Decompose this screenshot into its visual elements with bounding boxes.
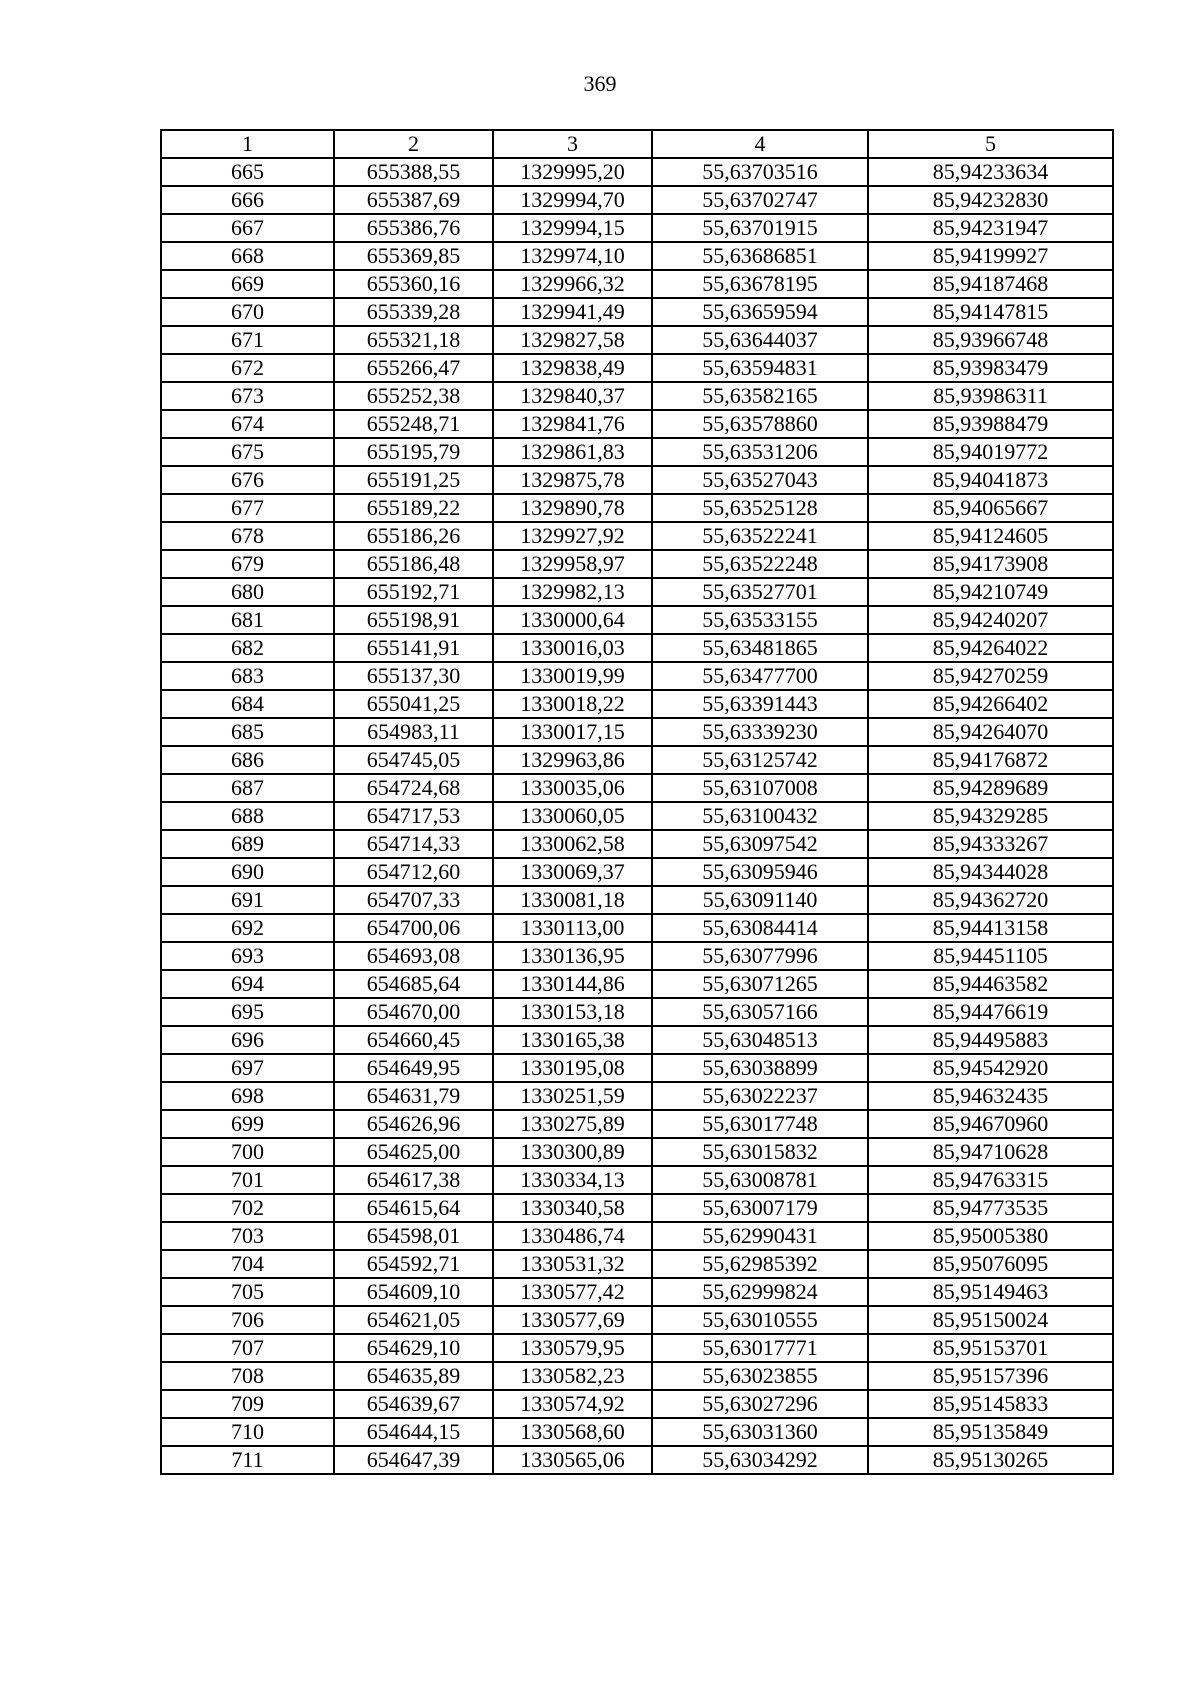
latitude-cell: 55,63034292 [652,1446,868,1474]
latitude-cell: 55,63015832 [652,1138,868,1166]
longitude-cell: 85,94187468 [868,270,1113,298]
x-coordinate-cell: 654609,10 [334,1278,493,1306]
y-coordinate-cell: 1329875,78 [493,466,652,494]
x-coordinate-cell: 655266,47 [334,354,493,382]
point-number-cell: 678 [161,522,334,550]
x-coordinate-cell: 655141,91 [334,634,493,662]
table-row [161,634,1113,662]
x-coordinate-cell: 655369,85 [334,242,493,270]
coordinates-table [160,129,1114,1475]
table-row [161,1306,1113,1334]
y-coordinate-cell: 1330113,00 [493,914,652,942]
x-coordinate-cell: 655198,91 [334,606,493,634]
longitude-cell: 85,94199927 [868,242,1113,270]
table-row [161,466,1113,494]
x-coordinate-cell: 654685,64 [334,970,493,998]
point-number-cell: 698 [161,1082,334,1110]
table-row [161,1418,1113,1446]
point-number-cell: 686 [161,746,334,774]
point-number-cell: 694 [161,970,334,998]
x-coordinate-cell: 654626,96 [334,1110,493,1138]
latitude-cell: 55,63527701 [652,578,868,606]
point-number-cell: 677 [161,494,334,522]
point-number-cell: 667 [161,214,334,242]
point-number-cell: 669 [161,270,334,298]
table-header [161,130,1113,158]
longitude-cell: 85,95145833 [868,1390,1113,1418]
y-coordinate-cell: 1329838,49 [493,354,652,382]
latitude-cell: 55,63007179 [652,1194,868,1222]
point-number-cell: 672 [161,354,334,382]
x-coordinate-cell: 655137,30 [334,662,493,690]
longitude-cell: 85,94173908 [868,550,1113,578]
latitude-cell: 55,63095946 [652,858,868,886]
column-header-2: 2 [334,130,493,158]
latitude-cell: 55,63644037 [652,326,868,354]
x-coordinate-cell: 655191,25 [334,466,493,494]
longitude-cell: 85,94495883 [868,1026,1113,1054]
x-coordinate-cell: 654700,06 [334,914,493,942]
y-coordinate-cell: 1329982,13 [493,578,652,606]
x-coordinate-cell: 654714,33 [334,830,493,858]
table-row [161,690,1113,718]
y-coordinate-cell: 1330069,37 [493,858,652,886]
table-row [161,970,1113,998]
latitude-cell: 55,63038899 [652,1054,868,1082]
x-coordinate-cell: 654649,95 [334,1054,493,1082]
latitude-cell: 55,63522241 [652,522,868,550]
longitude-cell: 85,94240207 [868,606,1113,634]
table-row [161,998,1113,1026]
longitude-cell: 85,94019772 [868,438,1113,466]
y-coordinate-cell: 1329927,92 [493,522,652,550]
x-coordinate-cell: 654621,05 [334,1306,493,1334]
point-number-cell: 695 [161,998,334,1026]
y-coordinate-cell: 1330340,58 [493,1194,652,1222]
point-number-cell: 670 [161,298,334,326]
x-coordinate-cell: 654983,11 [334,718,493,746]
longitude-cell: 85,94632435 [868,1082,1113,1110]
longitude-cell: 85,94176872 [868,746,1113,774]
latitude-cell: 55,63578860 [652,410,868,438]
latitude-cell: 55,63097542 [652,830,868,858]
point-number-cell: 676 [161,466,334,494]
y-coordinate-cell: 1329994,70 [493,186,652,214]
x-coordinate-cell: 655186,48 [334,550,493,578]
y-coordinate-cell: 1330565,06 [493,1446,652,1474]
latitude-cell: 55,63701915 [652,214,868,242]
y-coordinate-cell: 1330035,06 [493,774,652,802]
point-number-cell: 711 [161,1446,334,1474]
latitude-cell: 55,63531206 [652,438,868,466]
x-coordinate-cell: 654712,60 [334,858,493,886]
latitude-cell: 55,63339230 [652,718,868,746]
y-coordinate-cell: 1329841,76 [493,410,652,438]
longitude-cell: 85,94329285 [868,802,1113,830]
latitude-cell: 55,63031360 [652,1418,868,1446]
y-coordinate-cell: 1329958,97 [493,550,652,578]
page-number: 369 [583,71,617,96]
x-coordinate-cell: 655252,38 [334,382,493,410]
point-number-cell: 696 [161,1026,334,1054]
y-coordinate-cell: 1330577,42 [493,1278,652,1306]
table-row [161,214,1113,242]
x-coordinate-cell: 654635,89 [334,1362,493,1390]
longitude-cell: 85,95076095 [868,1250,1113,1278]
point-number-cell: 685 [161,718,334,746]
latitude-cell: 55,63077996 [652,942,868,970]
table-row [161,1110,1113,1138]
table-row [161,774,1113,802]
longitude-cell: 85,94476619 [868,998,1113,1026]
table-row [161,1194,1113,1222]
table-row [161,494,1113,522]
point-number-cell: 688 [161,802,334,830]
y-coordinate-cell: 1330334,13 [493,1166,652,1194]
point-number-cell: 680 [161,578,334,606]
latitude-cell: 55,63659594 [652,298,868,326]
longitude-cell: 85,94065667 [868,494,1113,522]
x-coordinate-cell: 655321,18 [334,326,493,354]
x-coordinate-cell: 655388,55 [334,158,493,186]
point-number-cell: 706 [161,1306,334,1334]
point-number-cell: 690 [161,858,334,886]
latitude-cell: 55,63027296 [652,1390,868,1418]
table-row [161,858,1113,886]
x-coordinate-cell: 654644,15 [334,1418,493,1446]
y-coordinate-cell: 1330300,89 [493,1138,652,1166]
column-header-5: 5 [868,130,1113,158]
table-row [161,270,1113,298]
x-coordinate-cell: 655192,71 [334,578,493,606]
table-row [161,802,1113,830]
point-number-cell: 708 [161,1362,334,1390]
longitude-cell: 85,95130265 [868,1446,1113,1474]
latitude-cell: 55,63391443 [652,690,868,718]
point-number-cell: 673 [161,382,334,410]
y-coordinate-cell: 1330017,15 [493,718,652,746]
y-coordinate-cell: 1329974,10 [493,242,652,270]
x-coordinate-cell: 654707,33 [334,886,493,914]
x-coordinate-cell: 654647,39 [334,1446,493,1474]
x-coordinate-cell: 654631,79 [334,1082,493,1110]
point-number-cell: 684 [161,690,334,718]
latitude-cell: 55,62985392 [652,1250,868,1278]
y-coordinate-cell: 1330153,18 [493,998,652,1026]
table-row [161,1250,1113,1278]
x-coordinate-cell: 654693,08 [334,942,493,970]
table-row [161,550,1113,578]
point-number-cell: 710 [161,1418,334,1446]
longitude-cell: 85,94231947 [868,214,1113,242]
x-coordinate-cell: 654598,01 [334,1222,493,1250]
table-row [161,326,1113,354]
latitude-cell: 55,63100432 [652,802,868,830]
latitude-cell: 55,63071265 [652,970,868,998]
latitude-cell: 55,63686851 [652,242,868,270]
point-number-cell: 700 [161,1138,334,1166]
latitude-cell: 55,63057166 [652,998,868,1026]
longitude-cell: 85,95150024 [868,1306,1113,1334]
table-row [161,942,1113,970]
x-coordinate-cell: 654615,64 [334,1194,493,1222]
longitude-cell: 85,94264022 [868,634,1113,662]
latitude-cell: 55,63594831 [652,354,868,382]
header-row [161,130,1113,158]
table-row [161,186,1113,214]
longitude-cell: 85,94710628 [868,1138,1113,1166]
latitude-cell: 55,63481865 [652,634,868,662]
longitude-cell: 85,94270259 [868,662,1113,690]
x-coordinate-cell: 654639,67 [334,1390,493,1418]
table-row [161,1278,1113,1306]
longitude-cell: 85,95005380 [868,1222,1113,1250]
x-coordinate-cell: 655360,16 [334,270,493,298]
x-coordinate-cell: 655195,79 [334,438,493,466]
y-coordinate-cell: 1330016,03 [493,634,652,662]
latitude-cell: 55,63048513 [652,1026,868,1054]
table-row [161,1390,1113,1418]
y-coordinate-cell: 1329966,32 [493,270,652,298]
longitude-cell: 85,93988479 [868,410,1113,438]
y-coordinate-cell: 1330579,95 [493,1334,652,1362]
table-row [161,242,1113,270]
table-row [161,382,1113,410]
longitude-cell: 85,95135849 [868,1418,1113,1446]
y-coordinate-cell: 1329890,78 [493,494,652,522]
longitude-cell: 85,94463582 [868,970,1113,998]
point-number-cell: 683 [161,662,334,690]
y-coordinate-cell: 1329941,49 [493,298,652,326]
point-number-cell: 665 [161,158,334,186]
latitude-cell: 55,62999824 [652,1278,868,1306]
table-row [161,522,1113,550]
point-number-cell: 679 [161,550,334,578]
x-coordinate-cell: 655387,69 [334,186,493,214]
table-row [161,1026,1113,1054]
table-row [161,1054,1113,1082]
y-coordinate-cell: 1330060,05 [493,802,652,830]
table-row [161,158,1113,186]
longitude-cell: 85,94147815 [868,298,1113,326]
point-number-cell: 671 [161,326,334,354]
longitude-cell: 85,94264070 [868,718,1113,746]
point-number-cell: 693 [161,942,334,970]
table-row [161,578,1113,606]
y-coordinate-cell: 1329840,37 [493,382,652,410]
y-coordinate-cell: 1330582,23 [493,1362,652,1390]
y-coordinate-cell: 1330574,92 [493,1390,652,1418]
latitude-cell: 55,63023855 [652,1362,868,1390]
table-row [161,886,1113,914]
longitude-cell: 85,94362720 [868,886,1113,914]
table-row [161,410,1113,438]
table-row [161,1362,1113,1390]
y-coordinate-cell: 1329827,58 [493,326,652,354]
x-coordinate-cell: 655386,76 [334,214,493,242]
column-header-3: 3 [493,130,652,158]
table-row [161,1166,1113,1194]
latitude-cell: 55,63125742 [652,746,868,774]
point-number-cell: 687 [161,774,334,802]
y-coordinate-cell: 1330568,60 [493,1418,652,1446]
latitude-cell: 55,63017748 [652,1110,868,1138]
x-coordinate-cell: 654745,05 [334,746,493,774]
point-number-cell: 704 [161,1250,334,1278]
longitude-cell: 85,93966748 [868,326,1113,354]
latitude-cell: 55,63522248 [652,550,868,578]
point-number-cell: 689 [161,830,334,858]
latitude-cell: 55,63702747 [652,186,868,214]
table-row [161,1446,1113,1474]
latitude-cell: 55,63533155 [652,606,868,634]
point-number-cell: 707 [161,1334,334,1362]
column-header-4: 4 [652,130,868,158]
table-row [161,1138,1113,1166]
y-coordinate-cell: 1329963,86 [493,746,652,774]
point-number-cell: 668 [161,242,334,270]
y-coordinate-cell: 1330195,08 [493,1054,652,1082]
point-number-cell: 699 [161,1110,334,1138]
point-number-cell: 691 [161,886,334,914]
table-row [161,1082,1113,1110]
table-row [161,914,1113,942]
y-coordinate-cell: 1330165,38 [493,1026,652,1054]
longitude-cell: 85,94289689 [868,774,1113,802]
longitude-cell: 85,94210749 [868,578,1113,606]
longitude-cell: 85,94124605 [868,522,1113,550]
table-row [161,438,1113,466]
point-number-cell: 703 [161,1222,334,1250]
x-coordinate-cell: 654660,45 [334,1026,493,1054]
longitude-cell: 85,95149463 [868,1278,1113,1306]
table-row [161,746,1113,774]
longitude-cell: 85,93986311 [868,382,1113,410]
longitude-cell: 85,94763315 [868,1166,1113,1194]
longitude-cell: 85,94041873 [868,466,1113,494]
x-coordinate-cell: 655041,25 [334,690,493,718]
y-coordinate-cell: 1330000,64 [493,606,652,634]
y-coordinate-cell: 1330577,69 [493,1306,652,1334]
longitude-cell: 85,94773535 [868,1194,1113,1222]
longitude-cell: 85,94266402 [868,690,1113,718]
point-number-cell: 681 [161,606,334,634]
latitude-cell: 55,63582165 [652,382,868,410]
point-number-cell: 675 [161,438,334,466]
longitude-cell: 85,94542920 [868,1054,1113,1082]
longitude-cell: 85,93983479 [868,354,1113,382]
table-row [161,1222,1113,1250]
x-coordinate-cell: 655248,71 [334,410,493,438]
x-coordinate-cell: 654724,68 [334,774,493,802]
x-coordinate-cell: 654625,00 [334,1138,493,1166]
latitude-cell: 55,63084414 [652,914,868,942]
latitude-cell: 55,63107008 [652,774,868,802]
y-coordinate-cell: 1330251,59 [493,1082,652,1110]
y-coordinate-cell: 1330486,74 [493,1222,652,1250]
table-row [161,662,1113,690]
latitude-cell: 55,63010555 [652,1306,868,1334]
y-coordinate-cell: 1330062,58 [493,830,652,858]
longitude-cell: 85,94670960 [868,1110,1113,1138]
y-coordinate-cell: 1330136,95 [493,942,652,970]
longitude-cell: 85,94413158 [868,914,1113,942]
longitude-cell: 85,95157396 [868,1362,1113,1390]
latitude-cell: 55,62990431 [652,1222,868,1250]
latitude-cell: 55,63525128 [652,494,868,522]
longitude-cell: 85,94233634 [868,158,1113,186]
latitude-cell: 55,63091140 [652,886,868,914]
point-number-cell: 674 [161,410,334,438]
table-row [161,1334,1113,1362]
longitude-cell: 85,94232830 [868,186,1113,214]
point-number-cell: 666 [161,186,334,214]
table-row [161,830,1113,858]
latitude-cell: 55,63022237 [652,1082,868,1110]
point-number-cell: 692 [161,914,334,942]
y-coordinate-cell: 1330081,18 [493,886,652,914]
x-coordinate-cell: 655339,28 [334,298,493,326]
table-row [161,298,1113,326]
table-row [161,354,1113,382]
x-coordinate-cell: 654592,71 [334,1250,493,1278]
point-number-cell: 702 [161,1194,334,1222]
x-coordinate-cell: 654617,38 [334,1166,493,1194]
point-number-cell: 682 [161,634,334,662]
x-coordinate-cell: 654717,53 [334,802,493,830]
column-header-1: 1 [161,130,334,158]
longitude-cell: 85,94451105 [868,942,1113,970]
latitude-cell: 55,63527043 [652,466,868,494]
y-coordinate-cell: 1330275,89 [493,1110,652,1138]
latitude-cell: 55,63703516 [652,158,868,186]
longitude-cell: 85,94333267 [868,830,1113,858]
y-coordinate-cell: 1330019,99 [493,662,652,690]
latitude-cell: 55,63017771 [652,1334,868,1362]
y-coordinate-cell: 1330531,32 [493,1250,652,1278]
point-number-cell: 705 [161,1278,334,1306]
point-number-cell: 697 [161,1054,334,1082]
y-coordinate-cell: 1330144,86 [493,970,652,998]
x-coordinate-cell: 654670,00 [334,998,493,1026]
table-row [161,718,1113,746]
longitude-cell: 85,95153701 [868,1334,1113,1362]
latitude-cell: 55,63477700 [652,662,868,690]
y-coordinate-cell: 1329995,20 [493,158,652,186]
x-coordinate-cell: 655186,26 [334,522,493,550]
y-coordinate-cell: 1329994,15 [493,214,652,242]
y-coordinate-cell: 1330018,22 [493,690,652,718]
point-number-cell: 701 [161,1166,334,1194]
x-coordinate-cell: 654629,10 [334,1334,493,1362]
y-coordinate-cell: 1329861,83 [493,438,652,466]
table-row [161,606,1113,634]
longitude-cell: 85,94344028 [868,858,1113,886]
latitude-cell: 55,63678195 [652,270,868,298]
latitude-cell: 55,63008781 [652,1166,868,1194]
point-number-cell: 709 [161,1390,334,1418]
x-coordinate-cell: 655189,22 [334,494,493,522]
table-body [161,158,1113,1474]
